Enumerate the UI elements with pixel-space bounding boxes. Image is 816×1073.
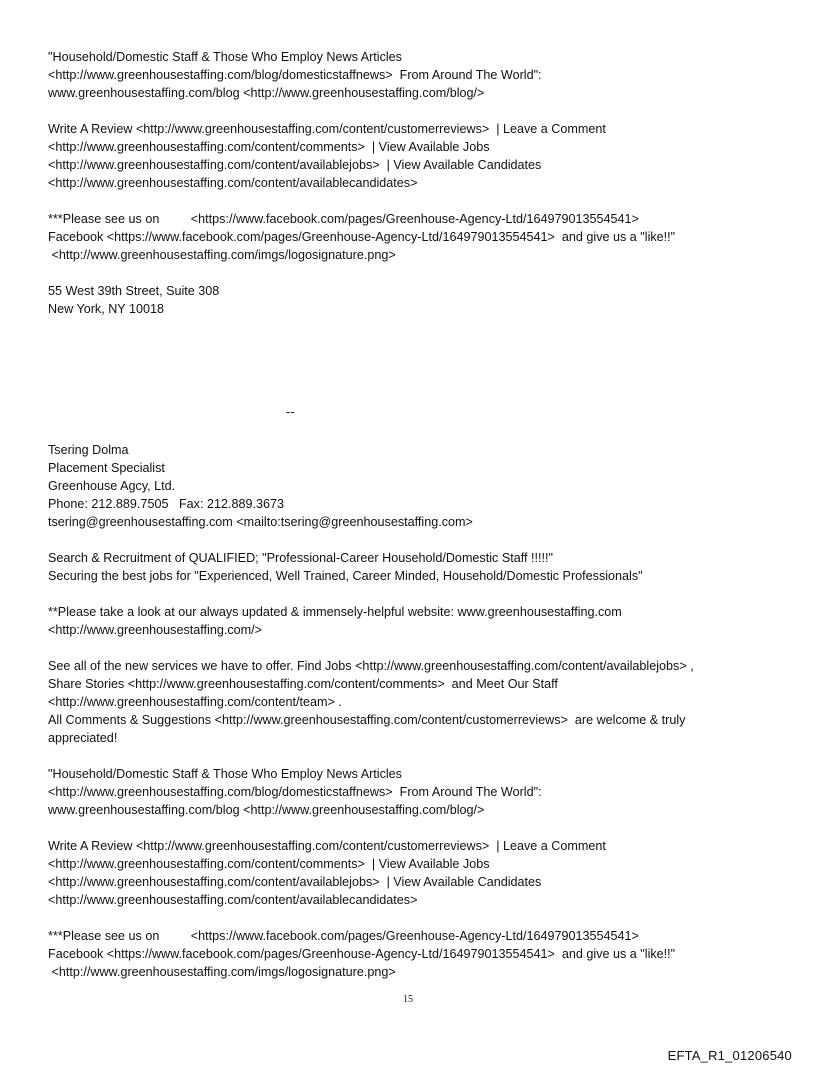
text-line: <http://www.greenhousestaffing.com/blog/domesticstaffnews> From Around The World": (48, 785, 542, 799)
tagline-paragraph (48, 549, 788, 585)
text-line: Write A Review <http://www.greenhousestaffing.com/content/customerreviews> | Leave a Comment (48, 839, 606, 853)
text-line: Facebook <https://www.facebook.com/pages/Greenhouse-Agency-Ltd/164979013554541> and give us a "like!!" (48, 230, 676, 244)
text-line: <http://www.greenhousestaffing.com/blog/domesticstaffnews> From Around The World": (48, 68, 542, 82)
text-line: **Please take a look at our always updated & immensely-helpful website: www.greenhousestaffing.com (48, 605, 622, 619)
services-paragraph (48, 657, 788, 747)
page-number: 15 (403, 994, 413, 1005)
signature-separator: -- (286, 405, 295, 419)
text-line: <http://www.greenhousestaffing.com/> (48, 623, 262, 637)
text-line: New York, NY 10018 (48, 302, 164, 316)
text-line: "Household/Domestic Staff & Those Who Employ News Articles (48, 767, 402, 781)
contact-phone: Phone: 212.889.7505 Fax: 212.889.3673 (48, 497, 284, 511)
facebook-paragraph (48, 210, 788, 264)
text-line: <http://www.greenhousestaffing.com/imgs/logosignature.png> (48, 965, 396, 979)
text-line: Share Stories <http://www.greenhousestaffing.com/content/comments> and Meet Our Staff (48, 677, 558, 691)
news-paragraph (48, 765, 788, 819)
text-line: ***Please see us on <https://www.facebook.com/pages/Greenhouse-Agency-Ltd/164979013554541> (48, 212, 639, 226)
text-line: www.greenhousestaffing.com/blog <http://www.greenhousestaffing.com/blog/> (48, 86, 485, 100)
links-paragraph (48, 837, 788, 909)
text-line: 55 West 39th Street, Suite 308 (48, 284, 220, 298)
contact-email: tsering@greenhousestaffing.com <mailto:tsering@greenhousestaffing.com> (48, 515, 473, 529)
contact-paragraph (48, 441, 788, 531)
text-line: <http://www.greenhousestaffing.com/content/availablecandidates> (48, 893, 418, 907)
contact-company: Greenhouse Agcy, Ltd. (48, 479, 176, 493)
contact-title: Placement Specialist (48, 461, 165, 475)
signature-block (48, 441, 788, 981)
text-line: See all of the new services we have to offer. Find Jobs <http://www.greenhousestaffing.com/content/availablejobs> , (48, 659, 694, 673)
website-paragraph (48, 603, 788, 639)
text-line: www.greenhousestaffing.com/blog <http://www.greenhousestaffing.com/blog/> (48, 803, 485, 817)
text-line: All Comments & Suggestions <http://www.greenhousestaffing.com/content/customerreviews> are welcome & truly (48, 713, 686, 727)
text-line: Search & Recruitment of QUALIFIED; "Professional-Career Household/Domestic Staff !!!!!" (48, 551, 553, 565)
contact-name: Tsering Dolma (48, 443, 129, 457)
top-block (48, 48, 788, 318)
text-line: <http://www.greenhousestaffing.com/content/availablejobs> | View Available Candidates (48, 158, 542, 172)
text-line: "Household/Domestic Staff & Those Who Employ News Articles (48, 50, 402, 64)
text-line: appreciated! (48, 731, 118, 745)
facebook-paragraph (48, 927, 788, 981)
text-line: ***Please see us on <https://www.facebook.com/pages/Greenhouse-Agency-Ltd/164979013554541> (48, 929, 639, 943)
links-paragraph (48, 120, 788, 192)
text-line: Securing the best jobs for "Experienced, Well Trained, Career Minded, Household/Domestic Professionals" (48, 569, 643, 583)
text-line: <http://www.greenhousestaffing.com/content/availablecandidates> (48, 176, 418, 190)
text-line: Facebook <https://www.facebook.com/pages/Greenhouse-Agency-Ltd/164979013554541> and give us a "like!!" (48, 947, 676, 961)
text-line: <http://www.greenhousestaffing.com/content/comments> | View Available Jobs (48, 140, 490, 154)
text-line: <http://www.greenhousestaffing.com/imgs/logosignature.png> (48, 248, 396, 262)
address-paragraph (48, 282, 788, 318)
news-paragraph (48, 48, 788, 102)
text-line: <http://www.greenhousestaffing.com/content/availablejobs> | View Available Candidates (48, 875, 542, 889)
text-line: <http://www.greenhousestaffing.com/content/comments> | View Available Jobs (48, 857, 490, 871)
bates-stamp: EFTA_R1_01206540 (667, 1048, 792, 1063)
text-line: Write A Review <http://www.greenhousestaffing.com/content/customerreviews> | Leave a Comment (48, 122, 606, 136)
text-line: <http://www.greenhousestaffing.com/content/team> . (48, 695, 342, 709)
